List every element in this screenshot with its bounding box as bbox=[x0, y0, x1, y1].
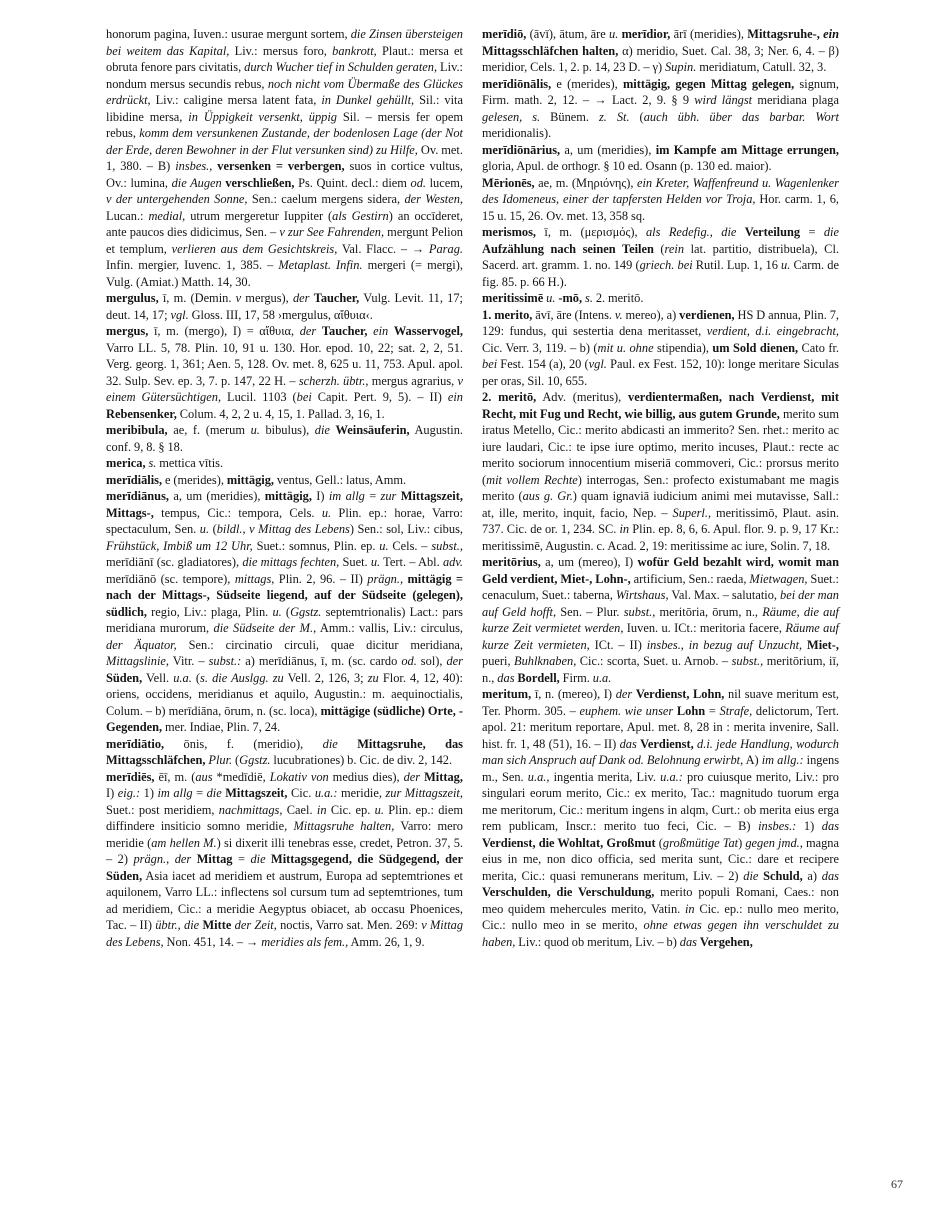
dictionary-entry: meritissimē u. -mō, s. 2. meritō. bbox=[482, 291, 644, 305]
page-number: 67 bbox=[891, 1177, 903, 1191]
dictionary-entry: mergulus, ī, m. (Demin. v mergus), der Taucher, Vulg. Levit. 11, 17; deut. 14, 17; vgl. Gloss. III, 17, 58 ›mergulus, αἴθυια‹. bbox=[106, 291, 463, 322]
dictionary-entry: merismos, ī, m. (μερισμός), als Redefig., die Verteilung = die Aufzählung nach seinen Teilen (rein lat. partitio, distribuela), Cl. Sacerd. art. gramm. 1. no. 149 (griech. bei Rutil. Lup. 1, 16 u. Carm. de fig. 85. p. 66 H.). bbox=[482, 225, 839, 289]
dictionary-entry: mergus, ī, m. (mergo), I) = αἴθυια, der Taucher, ein Wasservogel, Varro LL. 5, 78. Plin. 10, 91 u. 130. Hor. epod. 10, 22; sat. 2, 2, 51. Verg. georg. 1, 361; Aen. 5, 128. Ov. met. 8, 625 u. 11, 753. Apul. apol. 32. Sulp. Sev. ep. 3, 7. p. 147, 22 H. – scherzh. übtr., mergus agrarius, v einem Gütersüchtigen, Lucil. 1103 (bei Capit. Pert. 9, 5). – II) ein Rebensenker, Colum. 4, 2, 2 u. 4, 15, 1. Pallad. 3, 16, 1. bbox=[106, 324, 464, 421]
dictionary-entry: merica, s. mettica vītis. bbox=[106, 456, 224, 470]
dictionary-entry: meritōrius, a, um (mereo), I) wofür Geld bezahlt wird, womit man Geld verdient, Miet-, Lohn-, artificium, Sen.: raeda, Mietwagen, Suet.: cenaculum, Suet.: taberna, Wirtshaus, Val. Max. – salutatio, bei der man auf Geld hofft, Sen. – Plur. subst., meritōria, ōrum, n., Räume, die auf kurze Zeit vermietet werden, Iuven. u. ICt.: meritoria facere, Räume auf kurze Zeit vermieten, ICt. – II) insbes., in bezug auf Unzucht, Miet-, pueri, Buhlknaben, Cic.: scorta, Suet. u. Arnob. – subst., meritōrium, iī, n., das Bordell, Firm. u.a. bbox=[482, 555, 839, 685]
dictionary-entry: Mērionēs, ae, m. (Μηριόνης), ein Kreter, Waffenfreund u. Wagenlenker des Idomeneus, einer der tapfersten Helden vor Troja, Hor. carm. 1, 6, 15 u. 15, 26. Ov. met. 13, 358 sq. bbox=[482, 175, 839, 223]
dictionary-entry: merīdiātio, ōnis, f. (meridio), die Mittagsruhe, das Mittagsschläfchen, Plur. (Ggstz. lucubrationes) b. Cic. de div. 2, 142. bbox=[106, 736, 463, 767]
dictionary-entry: merīdiōnālis, e (merides), mittägig, gegen Mittag gelegen, signum, Firm. math. 2, 12. – → Lact. 2, 9. § 9 wird längst meridiana plaga gelesen, s. Bünem. z. St. (auch übh. über das barbar. Wort meridionalis). bbox=[482, 76, 840, 140]
dictionary-entry: merīdiālis, e (merides), mittägig, ventus, Gell.: latus, Amm. bbox=[106, 472, 407, 487]
dictionary-entry: merīdiēs, ēī, m. (aus *medīdiē, Lokativ von medius dies), der Mittag, I) eig.: 1) im allg = die Mittagszeit, Cic. u.a.: meridie, zur Mittagszeit, Suet.: post meridiem, nachmittags, Cael. in Cic. ep. u. Plin. ep.: diem diffindere insiticio somno meridie, Mittagsruhe halten, Varro: mero meridie (am hellen M.) si dixerit illi tenebras esse, credet, Petron. 37, 5. – 2) prägn., der Mittag = die Mittagsgegend, die Südgegend, der Süden, Asia iacet ad meridiem et austrum, Europa ad septemtriones et aquilonem, Varro LL.: inflectens sol cursum tum ad septemtriones, tum ad meridiem, Cic.: a meridie Aegyptus obiacet, ab occasu Phoenices, Tac. – II) übtr., die Mitte der Zeit, noctis, Varro sat. Men. 269: v Mittag des Lebens, Non. 451, 14. – → meridies als fem., Amm. 26, 1, 9. bbox=[106, 769, 464, 949]
dictionary-entry: 2. meritō, Adv. (meritus), verdientermaßen, nach Verdienst, mit Recht, mit Fug und Recht, wie billig, aus gutem Grunde, merito sum iratus Metello, Cic.: merito abdicasti an immerito? Sen. rhet.: merito ac iure laudari, Cic.: te ipse iure optimo, merito incuses, Plaut.: recte ac merito sociorum innocentium miseriā commoveri, Cic.: prorsus merito (mit vollem Rechte) interrogas, Sen.: profecto existumabant me magis merito (aus g. Gr.) quam ignaviā iudicium animi mei mutavisse, Sall.: at, ille, merito, inquit, facio, Nep. – Superl., meritissimō, Plaut. asin. 737. Cic. de or. 1, 234. SC. in Plin. ep. 8, 6, 6. Apul. flor. 9. p. 9, 17 Kr.: meritissimē, Augustin. c. Acad. 2, 19: meritissime ac iure, Solin. 7, 18. bbox=[482, 390, 840, 553]
left-column bbox=[106, 26, 463, 950]
right-column bbox=[482, 26, 839, 950]
dictionary-entry: merīdiōnārius, a, um (meridies), im Kampfe am Mittage errungen, gloria, Apul. de orthogr. § 10 ed. Osann (p. 130 ed. maior). bbox=[482, 142, 839, 173]
dictionary-entry: merīdiānus, a, um (meridies), mittägig, I) im allg = zur Mittagszeit, Mittags-, tempus, Cic.: tempora, Cels. u. Plin. ep.: horae, Varro: spectaculum, Sen. u. (bildl., v Mittag des Lebens) Sen.: sol, Liv.: cibus, Frühstück, Imbiß um 12 Uhr, Suet.: somnus, Plin. ep. u. Cels. – subst., merīdiānī (sc. gladiatores), die mittags fechten, Suet. u. Tert. – Abl. adv. merīdiānō (sc. tempore), mittags, Plin. 2, 96. – II) prägn., mittägig = nach der Mittags-, Südseite liegend, auf der Südseite (gelegen), südlich, regio, Liv.: plaga, Plin. u. (Ggstz. septemtrionalis) Lact.: pars meridiana murorum, die Südseite der M., Amm.: vallis, Liv.: circulus, der Äquator, Sen.: circinatio circuli, quae dicitur meridiana, Mittagslinie, Vitr. – subst.: a) merīdiānus, ī, m. (sc. cardo od. sol), der Süden, Vell. u.a. (s. die Auslgg. zu Vell. 2, 126, 3; zu Flor. 4, 12, 40): oriens, occidens, meridianus et aquilo, Augustin.: m. aequinoctialis, Colum. – b) merīdiāna, ōrum, n. (sc. loca), mittägige (südliche) Orte, -Gegenden, mer. Indiae, Plin. 7, 24. bbox=[106, 489, 464, 734]
dictionary-entry: meritum, ī, n. (mereo), I) der Verdienst, Lohn, nil suave meritum est, Ter. Phorm. 305. – euphem. wie unser Lohn = Strafe, delictorum, Tert. apol. 21: meritum reportare, Apul. met. 8, 28 in : merita invenire, Sall. hist. fr. 1, 48 (51), 16. – II) das Verdienst, d.i. jede Handlung, wodurch man sich Anspruch auf Dank od. Belohnung erwirbt, A) im allg.: ingens m., Sen. u.a., ingentia merita, Liv. u.a.: pro cuiusque merito, Liv.: pro singulari eorum merito, Cic.: ex merito, Tac.: magnitudo tuorum erga me meritorum, Cic.: meritum ingens in alqm, Curt.: ob merita eius erga rem publicam, Inscr.: merito tuo feci, Cic. – B) insbes.: 1) das Verdienst, die Wohltat, Großmut (großmütige Tat) gegen jmd., magna eius in me, non dico officia, sed merita sunt, Cic.: dare et recipere merita, Cic.: quasi remunerans meritum, Liv. – 2) die Schuld, a) das Verschulden, die Verschuldung, merito populi Romani, Caes.: non meo quidem mehercules merito, Vatin. in Cic. ep.: nullo meo merito, Cic.: nullo meo in se merito, ohne etwas gegen ihn verschuldet zu haben, Liv.: quod ob meritum, Liv. – b) das Vergehen, bbox=[482, 687, 840, 949]
dictionary-entry: merīdiō, (āvī), ātum, āre u. merīdior, ārī (meridies), Mittagsruhe-, ein Mittagsschläfchen halten, α) meridio, Suet. Cal. 38, 3; Ner. 6, 4. – β) meridior, Cels. 1, 2. p. 14, 23 D. – γ) Supin. meridiatum, Catull. 32, 3. bbox=[482, 27, 839, 74]
dictionary-entry: honorum pagina, Iuven.: usurae mergunt sortem, die Zinsen übersteigen bei weitem das Kapital, Liv.: mersus foro, bankrott, Plaut.: mersa et obruta fenore pars civitatis, durch Wucher tief in Schulden geraten, Liv.: nondum mersus secundis rebus, noch nicht vom Übermaße des Glückes erdrückt, Liv.: caligine mersa latent fata, in Dunkel gehüllt, Sil.: vita libidine mersa, in Üppigkeit versenkt, üppig Sil. – mersis fer opem rebus, komm dem versunkenen Zustande, der bodenlosen Lage (der Not der Erde, deren Bewohner in der Flut versunken sind) zu Hilfe, Ov. met. 1, 380. – B) insbes., versenken = verbergen, suos in cortice vultus, Ov.: lumina, die Augen verschließen, Ps. Quint. decl.: diem od. lucem, v der untergehenden Sonne, Sen.: caelum mergens sidera, der Westen, Lucan.: medial, utrum mergeretur Iuppiter (als Gestirn) an occīderet, ante paucos dies didicimus, Sen. – v zur See Fahrenden, mergunt Pelion et templum, verlieren aus dem Gesichtskreis, Val. Flacc. – → Parag. Infin. mergier, Iuvenc. 1, 385. – Metaplast. Infin. mergeri (= mergi), Vulg. (Amiat.) Matth. 14, 30. bbox=[106, 27, 464, 289]
two-column-layout bbox=[106, 26, 839, 950]
dictionary-entry: 1. merito, āvī, āre (Intens. v. mereo), a) verdienen, HS D annua, Plin. 7, 129: fundus, qui sestertia dena meritasset, verdient, d.i. eingebracht, Cic. Verr. 3, 119. – b) (mit u. ohne stipendia), um Sold dienen, Cato fr. bei Fest. 154 (a), 20 (vgl. Paul. ex Fest. 152, 10): longe meritare Siculas per oras, Sil. 10, 655. bbox=[482, 307, 839, 388]
dictionary-entry: meribibula, ae, f. (merum u. bibulus), die Weinsäuferin, Augustin. conf. 9, 8. § 18. bbox=[106, 423, 464, 454]
